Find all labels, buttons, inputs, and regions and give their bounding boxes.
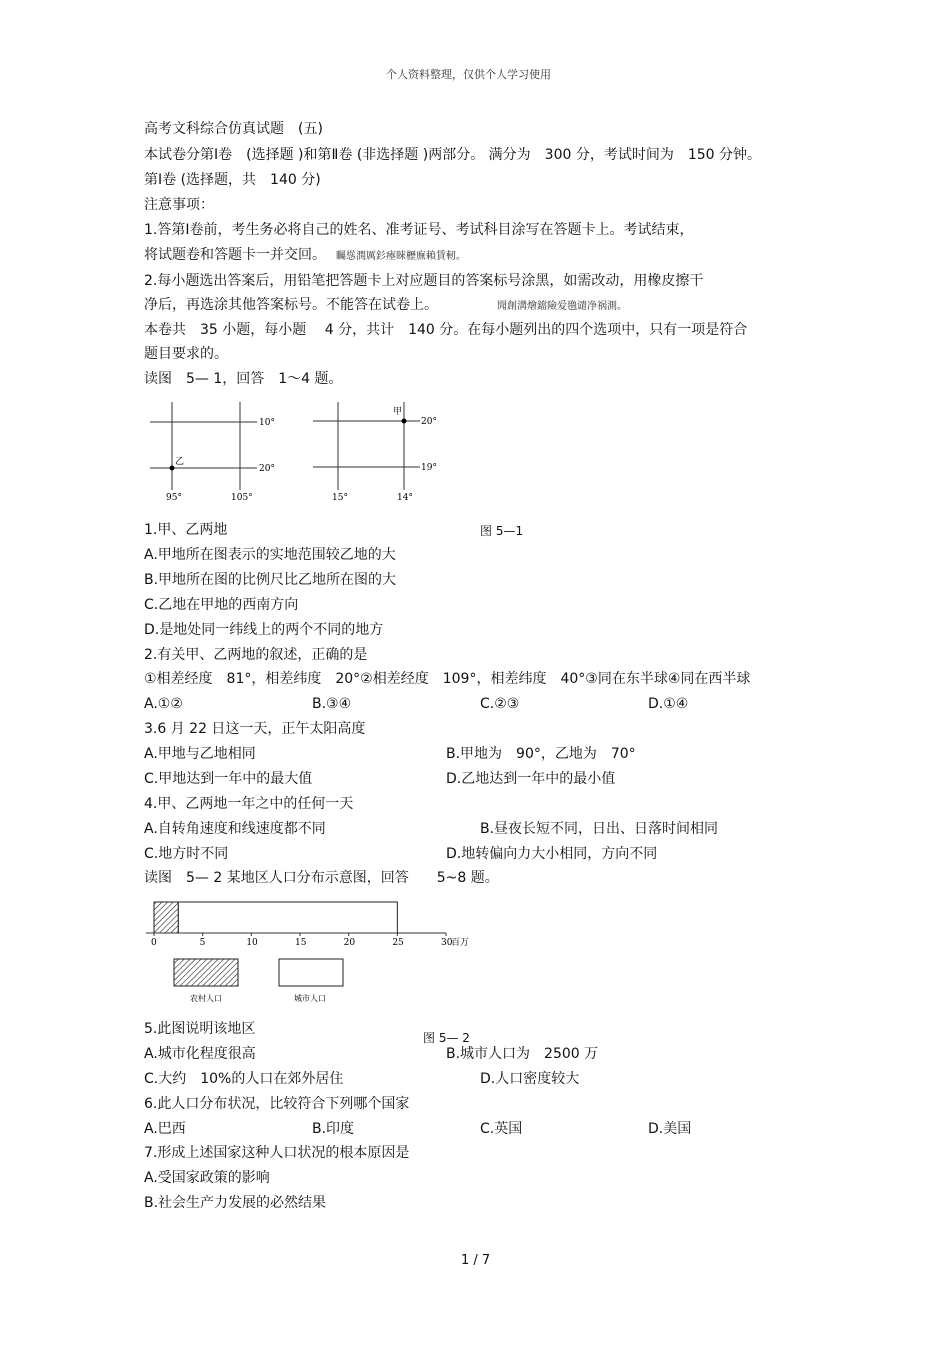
section-info-line-2: 题目要求的。 (144, 346, 228, 362)
notice-heading: 注意事项： (144, 197, 214, 213)
point-jia (402, 419, 407, 424)
point-jia-label: 甲 (393, 407, 403, 417)
q4-option-c: C.地方时不同 (144, 846, 229, 862)
page-header: 个人资料整理，仅供个人学习使用 (386, 68, 551, 81)
q2-items: ①相差经度 81°，相差纬度 20°②相差经度 109°，相差纬度 40°③同在东半球④同在西半球 (144, 671, 751, 687)
q5-option-c: C.大约 10%的人口在郊外居住 (144, 1071, 344, 1087)
notice-2-line-1: 2.每小题选出答案后，用铅笔把答题卡上对应题目的答案标号涂黑，如需改动，用橡皮擦干 (144, 273, 704, 289)
fig1-left-grid (150, 402, 257, 490)
q6-stem: 6.此人口分布状况，比较符合下列哪个国家 (144, 1096, 410, 1112)
q6-option-b: B.印度 (312, 1121, 355, 1137)
q3-option-b: B.甲地为 90°，乙地为 70° (446, 746, 636, 762)
q5-stem: 5.此图说明该地区 (144, 1021, 256, 1037)
right-top-lat-label: 20° (421, 417, 437, 427)
left-top-lat-label: 10° (259, 418, 275, 428)
right-right-lon-label: 14° (397, 493, 413, 503)
point-yi (170, 466, 175, 471)
q1-stem: 1.甲、乙两地 (144, 522, 228, 538)
bar-urban-population (178, 902, 397, 933)
fig1-right-grid (313, 402, 420, 490)
legend-rural-label: 农村人口 (190, 994, 222, 1003)
read-figure-2: 读图 5— 2 某地区人口分布示意图，回答 5~8 题。 (144, 870, 499, 886)
q3-option-d: D.乙地达到一年中的最小值 (446, 771, 616, 787)
q1-option-b: B.甲地所在图的比例尺比乙地所在图的大 (144, 572, 397, 588)
left-left-lon-label: 95° (166, 493, 182, 503)
q7-stem: 7.形成上述国家这种人口状况的根本原因是 (144, 1145, 410, 1161)
q2-option-b: B.③④ (312, 696, 352, 712)
q7-option-b: B.社会生产力发展的必然结果 (144, 1195, 327, 1211)
section-info-line-1: 本卷共 35 小题，每小题 4 分，共计 140 分。在每小题列出的四个选项中，只有一项是符合 (144, 322, 748, 338)
left-right-lon-label: 105° (231, 493, 253, 503)
noise-text-1: 矚慫潤厲釤瘞睞櫪廡賴賃軔。 (336, 251, 466, 262)
figure-5-1-caption: 图 5—1 (480, 524, 524, 538)
part-one-heading: 第Ⅰ卷 (选择题，共 140 分) (144, 172, 321, 188)
q3-option-a: A.甲地与乙地相同 (144, 746, 256, 762)
legend-rural-swatch (174, 959, 238, 986)
q3-option-c: C.甲地达到一年中的最大值 (144, 771, 313, 787)
right-left-lon-label: 15° (332, 493, 348, 503)
notice-2-line-2: 净后，再选涂其他答案标号。不能答在试卷上。 (144, 297, 438, 313)
x-tick-label: 15 (295, 938, 307, 948)
legend-urban-swatch (279, 959, 343, 986)
q4-option-a: A.自转角速度和线速度都不同 (144, 821, 326, 837)
page-number: 1 / 7 (461, 1253, 491, 1268)
q2-option-c: C.②③ (480, 696, 520, 712)
legend-urban-label: 城市人口 (294, 994, 326, 1003)
figure-5-1 (145, 398, 475, 508)
q2-option-a: A.①② (144, 696, 183, 712)
q7-option-a: A.受国家政策的影响 (144, 1170, 270, 1186)
x-tick-label: 20 (343, 938, 356, 948)
q1-option-c: C.乙地在甲地的西南方向 (144, 597, 299, 613)
q5-option-d: D.人口密度较大 (480, 1071, 580, 1087)
read-figure-1: 读图 5— 1，回答 1～4 题。 (144, 371, 343, 387)
notice-1-line-1: 1.答第Ⅰ卷前，考生务必将自己的姓名、准考证号、考试科目涂写在答题卡上。考试结束， (144, 222, 694, 238)
q2-option-d: D.①④ (648, 696, 689, 712)
bar-rural-population (154, 902, 178, 933)
q4-option-d: D.地转偏向力大小相同，方向不同 (446, 846, 658, 862)
x-tick-label: 25 (392, 938, 404, 948)
q6-option-d: D.美国 (648, 1121, 692, 1137)
q2-stem: 2.有关甲、乙两地的叙述，正确的是 (144, 647, 368, 663)
figure-5-2 (146, 895, 486, 1007)
notice-1-line-2: 将试题卷和答题卡一并交回。 (144, 247, 326, 263)
q5-option-a: A.城市化程度很高 (144, 1046, 256, 1062)
q1-option-d: D.是地处同一纬线上的两个不同的地方 (144, 622, 384, 638)
x-tick-label: 30 (441, 938, 453, 948)
q4-stem: 4.甲、乙两地一年之中的任何一天 (144, 796, 354, 812)
point-yi-label: 乙 (175, 457, 185, 467)
x-axis-unit: 百万 (451, 938, 470, 948)
q1-option-a: A.甲地所在图表示的实地范围较乙地的大 (144, 547, 396, 563)
right-bottom-lat-label: 19° (421, 463, 437, 473)
left-bottom-lat-label: 20° (259, 464, 275, 474)
q5-option-b: B.城市人口为 2500 万 (446, 1046, 599, 1062)
x-tick-label: 10 (246, 938, 258, 948)
intro-line: 本试卷分第Ⅰ卷 (选择题 )和第Ⅱ卷 (非选择题 )两部分。 满分为 300 分，考试时间为 150 分钟。 (144, 147, 762, 163)
q3-stem: 3.6 月 22 日这一天，正午太阳高度 (144, 721, 366, 737)
x-tick-label: 0 (151, 938, 157, 948)
q6-option-c: C.英国 (480, 1121, 523, 1137)
x-tick-label: 5 (199, 938, 206, 948)
figure-5-2-caption: 图 5— 2 (423, 1031, 470, 1045)
q6-option-a: A.巴西 (144, 1121, 186, 1137)
exam-title: 高考文科综合仿真试题 (五) (144, 121, 323, 137)
noise-text-2: 聞創溝燴鐺險爱氇谴净祸測。 (497, 301, 627, 312)
q4-option-b: B.昼夜长短不同，日出、日落时间相同 (480, 821, 719, 837)
